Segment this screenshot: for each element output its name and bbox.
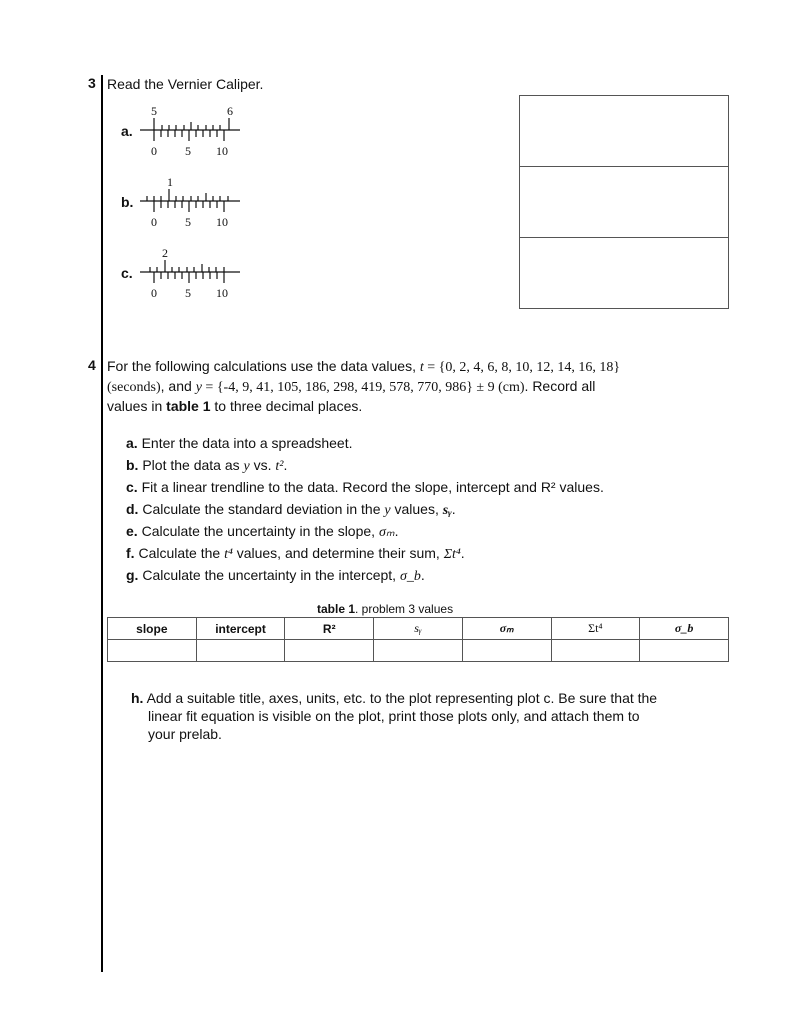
caliper-c-vernier-0: 0 xyxy=(151,286,157,300)
record-text-1: . Record all xyxy=(524,378,596,394)
caliper-b-label: b. xyxy=(121,194,134,210)
question-4-number: 4 xyxy=(88,357,96,373)
cell-sigma-m[interactable] xyxy=(462,640,551,662)
step-d-var-y: y xyxy=(384,503,391,518)
question-3-number: 3 xyxy=(88,75,96,91)
step-f-var-t4: t⁴ xyxy=(224,547,233,562)
step-h-line-1: Add a suitable title, axes, units, etc. to the plot representing plot c. Be sure that the xyxy=(143,690,658,706)
caliper-a-scale xyxy=(140,116,240,146)
caliper-b-vernier-10: 10 xyxy=(216,215,228,229)
answer-box-c[interactable] xyxy=(519,237,729,309)
step-f-text-2: values, and determine their sum, xyxy=(232,545,444,561)
and-text: , and xyxy=(160,378,196,394)
step-e-symbol: σₘ xyxy=(378,525,395,540)
caliper-c-vernier-5: 5 xyxy=(185,286,191,300)
step-h-letter: h. xyxy=(131,690,144,706)
header-sigma-m: σₘ xyxy=(462,618,551,640)
step-g-text-2: . xyxy=(420,567,425,583)
intro-text-1: For the following calculations use the data values, xyxy=(107,358,420,374)
caliper-a-vernier-10: 10 xyxy=(216,144,228,158)
step-g-text-1: Calculate the uncertainty in the intercept, xyxy=(138,567,400,583)
caliper-a-main-label-6: 6 xyxy=(227,104,233,118)
step-h xyxy=(131,689,731,743)
step-h-line-3: your prelab. xyxy=(148,726,222,742)
step-e-text-2: . xyxy=(394,523,399,539)
step-e-letter: e. xyxy=(126,523,138,539)
step-f xyxy=(126,544,465,564)
caliper-c-main-label-2: 2 xyxy=(162,246,168,260)
y-variable: y xyxy=(195,380,202,395)
cell-r2[interactable] xyxy=(285,640,374,662)
step-f-letter: f. xyxy=(126,545,135,561)
step-c-text: Fit a linear trendline to the data. Record the slope, intercept and R² values. xyxy=(137,479,604,495)
t-variable: t xyxy=(419,360,424,375)
record-text-3: to three decimal places. xyxy=(210,398,363,414)
step-g-letter: g. xyxy=(126,567,139,583)
question-3-prompt: Read the Vernier Caliper. xyxy=(107,76,264,92)
caliper-a-vernier-5: 5 xyxy=(185,144,191,158)
step-d-text-3: . xyxy=(451,501,456,517)
step-b-text-2: vs. xyxy=(249,457,276,473)
table-header-row xyxy=(108,618,729,640)
caliper-c-vernier-10: 10 xyxy=(216,286,228,300)
step-b-text-3: . xyxy=(283,457,288,473)
t-unit: (seconds) xyxy=(107,380,161,395)
answer-box-b[interactable] xyxy=(519,166,729,238)
equals-sign: = xyxy=(423,360,439,375)
step-g xyxy=(126,566,425,586)
step-e xyxy=(126,522,398,542)
table-caption-bold: table 1 xyxy=(317,602,356,616)
table-caption-rest: . problem 3 values xyxy=(355,602,454,616)
caliper-a-vernier-0: 0 xyxy=(151,144,157,158)
values-table xyxy=(107,617,729,662)
step-d-text-1: Calculate the standard deviation in the xyxy=(138,501,385,517)
step-a xyxy=(126,434,353,452)
caliper-c-scale xyxy=(140,258,240,288)
t-values: {0, 2, 4, 6, 8, 10, 12, 14, 16, 18} xyxy=(438,360,621,375)
plus-minus: ± 9 xyxy=(472,380,499,395)
step-b-var-y: y xyxy=(243,459,250,474)
record-text-2: values in xyxy=(107,398,167,414)
header-intercept: intercept xyxy=(196,618,285,640)
step-d xyxy=(126,500,456,520)
y-values: {-4, 9, 41, 105, 186, 298, 419, 578, 770, 986} xyxy=(216,380,473,395)
caliper-b-scale xyxy=(140,187,240,217)
answer-box-a[interactable] xyxy=(519,95,729,167)
step-b xyxy=(126,456,287,476)
caliper-b-main-label-1: 1 xyxy=(167,175,173,189)
caliper-c-label: c. xyxy=(121,265,133,281)
header-sum-t4: Σt⁴ xyxy=(551,618,640,640)
question-4-intro xyxy=(107,357,732,415)
step-f-text-3: . xyxy=(460,545,465,561)
y-unit: (cm) xyxy=(498,380,525,395)
cell-sy[interactable] xyxy=(374,640,463,662)
step-f-symbol: Σt⁴ xyxy=(443,547,461,562)
left-margin-rule xyxy=(101,75,103,972)
step-b-var-t2: t² xyxy=(275,459,284,474)
table-caption xyxy=(317,602,453,616)
step-d-symbol: sᵧ xyxy=(442,503,452,518)
step-c-letter: c. xyxy=(126,479,138,495)
step-a-letter: a. xyxy=(126,435,138,451)
equals-sign-2: = xyxy=(201,380,217,395)
step-h-line-2: linear fit equation is visible on the plot, print those plots only, and attach them to xyxy=(148,708,640,724)
cell-slope[interactable] xyxy=(108,640,197,662)
caliper-a-main-label-5: 5 xyxy=(151,104,157,118)
step-d-letter: d. xyxy=(126,501,139,517)
step-c xyxy=(126,478,604,496)
cell-intercept[interactable] xyxy=(196,640,285,662)
table-row xyxy=(108,640,729,662)
header-sigma-b: σ_b xyxy=(640,618,729,640)
header-r2: R² xyxy=(285,618,374,640)
header-sy: sᵧ xyxy=(374,618,463,640)
step-b-text-1: Plot the data as xyxy=(138,457,244,473)
step-a-text: Enter the data into a spreadsheet. xyxy=(137,435,353,451)
table-reference: table 1 xyxy=(166,398,211,414)
cell-sigma-b[interactable] xyxy=(640,640,729,662)
header-slope: slope xyxy=(108,618,197,640)
step-e-text-1: Calculate the uncertainty in the slope, xyxy=(137,523,379,539)
caliper-b-vernier-0: 0 xyxy=(151,215,157,229)
cell-sum-t4[interactable] xyxy=(551,640,640,662)
step-g-symbol: σ_b xyxy=(399,569,421,584)
step-b-letter: b. xyxy=(126,457,139,473)
step-f-text-1: Calculate the xyxy=(134,545,225,561)
step-d-text-2: values, xyxy=(390,501,443,517)
caliper-a-label: a. xyxy=(121,123,133,139)
caliper-b-vernier-5: 5 xyxy=(185,215,191,229)
